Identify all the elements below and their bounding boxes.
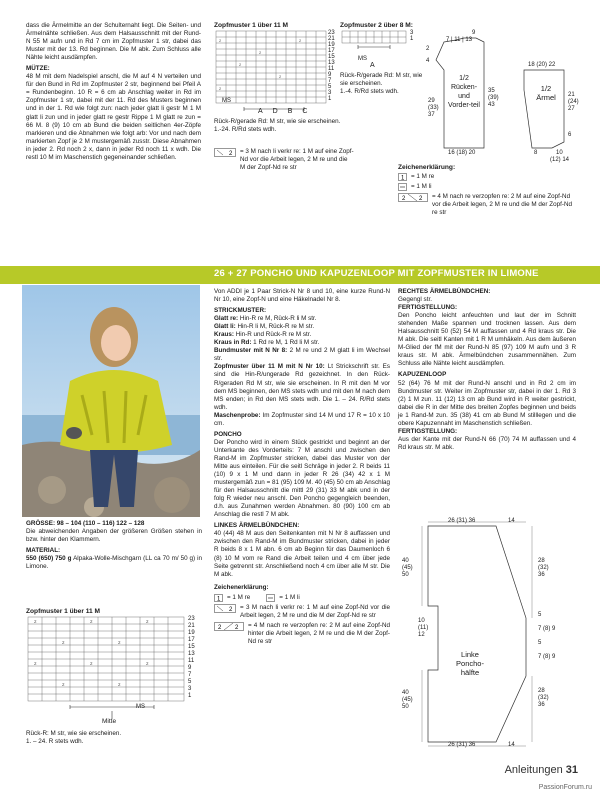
label: Maschenprobe: <box>214 411 261 419</box>
svg-text:2: 2 <box>90 661 93 666</box>
dim: 36 <box>538 572 545 578</box>
fertig1-text: Den Poncho leicht anfeuchten und laut der im Schnitt stehenden Maße spannen und trocknen lassen. Aus dem Halsausschnitt 50 (52) 54 M auffassen und 4 Rd kraus str. Die M abk. Die seitl Kanten mit 1 R M umhäkeln. Aus dem äußeren M-Glied der fM mit der Rund-N 85 (97) 109 M aufn und 3 R kraus str. M abk. Ärmelbündchen zusammennähen. Zum Schluss alle Nähte leicht ausdämpfen. <box>398 312 576 368</box>
svg-text:2: 2 <box>229 606 233 613</box>
letter-d: D <box>272 108 278 115</box>
letter-b: B <box>287 108 293 115</box>
legend-top <box>398 164 578 217</box>
sleeve-bottom1: 8 <box>534 150 538 156</box>
links-heading: LINKES ÄRMELBÜNDCHEN: <box>214 522 300 530</box>
poncho-schematic <box>398 518 578 750</box>
svg-text:2: 2 <box>229 151 233 157</box>
dim: 36 <box>538 702 545 708</box>
poncho-heading: PONCHO <box>214 430 242 438</box>
page-footer <box>505 764 578 776</box>
poncho-left-outer <box>402 558 413 579</box>
text: Hin-R re M, Rück-R li M str. <box>238 315 317 323</box>
dim: 43 <box>488 102 495 108</box>
chart2-caption <box>340 72 430 96</box>
intro-paragraph: dass die Ärmelmitte an der Schulternaht liegt. Die Seiten- und Ärmelnähte schließen. Aus dem Halsausschnitt mit der Rund-N 55 M aufn und in Rd 7 cm im Zopfmuster 1 str, dabei das Muster mit der 13. Rd beginnen. Die M abk. Zum Schluss alle Nähte leicht ausdämpfen. <box>26 22 201 62</box>
row-num: 21 <box>328 36 335 42</box>
legend-top-row-2 <box>398 183 578 191</box>
row-num: 15 <box>188 644 195 650</box>
sleeve-top: 18 (20) 22 <box>528 62 556 68</box>
groesse-label: GRÖSSE: 98 – 104 (110 – 116) 122 – 128 <box>26 520 145 527</box>
material-amount: 550 (650) 750 g <box>26 555 72 563</box>
rechtes-heading: RECHTES ÄRMELBÜNDCHEN: <box>398 288 491 295</box>
chart1-top-rownums <box>328 30 340 102</box>
chart1-top-repeat: 1.-24. R/Rd stets wdh. <box>214 126 277 133</box>
rechtes-text: Gegengl str. <box>398 296 432 304</box>
material-heading: MATERIAL: <box>26 547 61 555</box>
mid-legend-purl: = 1 M li <box>279 593 300 601</box>
dim: 12 <box>418 632 425 638</box>
row-num: 9 <box>188 665 192 671</box>
legend-cable-text: = 4 M nach re verzopfen re: 2 M auf eine Zopf-Nd vor die Arbeit legen, 2 M re und die M der Zopf-Nd re str <box>432 193 573 216</box>
poncho-left-lower <box>402 690 413 711</box>
cable-4-icon <box>398 193 428 202</box>
row-num: 3 <box>328 90 332 96</box>
dim: 50 <box>402 704 409 710</box>
chart1-bottom-title: Zopfmuster 1 über 11 M <box>26 608 101 615</box>
row-num: 21 <box>188 623 195 629</box>
chart1-top-legend <box>214 148 354 172</box>
chart1-top-caption <box>214 118 354 134</box>
footer-label: Anleitungen <box>504 764 563 776</box>
dim: (32) <box>538 565 549 571</box>
material-desc: Alpaka-Wolle-Mischgarn (LL ca 70 m/ 50 g) in Limone. <box>26 555 203 571</box>
chart2-repeat: 1.-4. R/Rd stets wdh. <box>340 88 399 95</box>
row-num: 17 <box>328 48 335 54</box>
poncho-bottom-right: 14 <box>508 742 515 748</box>
knit-icon <box>214 594 223 602</box>
dim: (33) <box>428 105 439 111</box>
chart1-bottom-rownums <box>188 616 202 700</box>
poncho-bottom-label: 26 (31) 36 <box>448 742 476 748</box>
poncho-right2 <box>538 688 549 709</box>
sweater-schematic <box>424 30 584 163</box>
poncho-text: Der Poncho wird in einem Stück gestrickt und beginnt an der Unterkante des Vorderteils: 7 M anschl und zwischen den Rand-M im Zopfmuster stricken, dabei das Muster von der Mitte aus einteilen. Für die seitl Schräge in jeder 2. R beids 11 (10) 9 x 1 M und dann in jeder R 26 (34) 42 x 1 M mustergemäß zun = 81 (95) 109 M. 40 (45) 50 cm ab Anschlag für den Halsausschnitt die mittl 29 (31) 33 M abk und in der folg R wieder neu anschl. Den Poncho gegengleich beenden, d.h. aus Zunahmen werden Abnahmen. 80 (90) 100 cm ab Anschlag die restl 7 M abk. <box>214 438 390 519</box>
svg-text:2: 2 <box>34 661 37 666</box>
svg-text:2: 2 <box>279 74 282 79</box>
row-num: 9 <box>328 72 332 78</box>
line-bundmuster <box>214 347 390 363</box>
svg-text:2: 2 <box>259 50 262 55</box>
dim: 40 <box>402 690 409 696</box>
label: Bundmuster mit N Nr 8: <box>214 347 288 355</box>
dim: 10 <box>418 618 425 624</box>
kapuzen-text: 52 (64) 76 M mit der Rund-N anschl und in Rd 2 cm im Bundmuster str. Weiter im Zopfmuster str, dabei in der 1. Rd 3 (2) 1 M zun. 11 (12) 13 cm ab Bund wird in R weiter gestrickt, dabei die R in der Mitte des breiten Zopfes beginnen und beids je 1 Rand-M zun. 35 (38) 41 cm ab Bund M stilllegen und die obere Kapuzennaht im Maschenstich schließen. <box>398 379 576 427</box>
cable-4-icon <box>214 622 244 631</box>
line-glatt-re <box>214 315 390 323</box>
legend-cross-3-text: = 3 M nach li verkr re: 1 M auf eine Zopf-Nd vor die Arbeit legen, 2 M re und die M der Zopf-Nd re str <box>240 148 354 171</box>
poncho-top-right: 14 <box>508 518 515 524</box>
label: Glatt li: <box>214 323 236 331</box>
legend-purl-text: = 1 M li <box>411 183 432 190</box>
row-num: 23 <box>188 616 195 622</box>
mid-legend-cable: = 4 M nach re verzopfen re: 2 M auf eine Zopf-Nd hinter die Arbeit legen, 2 M re und die M der Zopf-Nd re str <box>248 621 390 645</box>
svg-text:2: 2 <box>239 62 242 67</box>
chart2-block <box>340 22 430 95</box>
row-num: 17 <box>188 637 195 643</box>
dim: (32) <box>538 695 549 701</box>
legend-knit-text: = 1 M re <box>411 173 435 180</box>
svg-text:2: 2 <box>118 682 121 687</box>
text: Hin-R und Rück-R re M str. <box>233 331 312 339</box>
poncho-left-inner <box>418 618 428 639</box>
knit-icon <box>398 173 407 181</box>
sleeve-cuff: 6 <box>568 132 572 138</box>
svg-text:2: 2 <box>62 682 65 687</box>
dim: (39) <box>488 95 499 101</box>
svg-text:2: 2 <box>62 640 65 645</box>
row-num: 1 <box>410 36 414 42</box>
sweater-left-mid: 4 <box>426 58 430 64</box>
line-zopfmuster <box>214 363 390 411</box>
child-photo <box>22 285 200 517</box>
dim: (45) <box>402 565 413 571</box>
muetze-text: 48 M mit dem Nadelspiel anschl, die M auf 4 N verteilen und für den Bund in Rd im Zopfmuster 2 str, beginnend bei Pfeil A = Rundenbeginn. 10 R = 6 cm ab Anschlag weiter in Rd im Zopfmuster 1 str, dabei mit der 11. Rd des Musters beginnen und in der 1. Rd wie folgt zun: nach jeder glatt li gestr M 1 M glatt li zun und in jeder glatt re gestr Rippe 1 M glatt re zun = 66 M. 8 (9) 10 cm ab Bund die beiden seitlichen 4er-Zöpfe markieren und die Abnahmen wie folgt arb: Vor und nach dem markierten Zopf je 2 M mustergemäß zusstr. Diese Abnahmen in jeder 2. Rd noch 2 x, dann in jeder Rd noch 11 x wdh. Die restl 10 M im Maschenstich gegeneinander schließen. <box>26 73 201 161</box>
line-maschenprobe <box>214 412 390 428</box>
chart2-rownums <box>410 30 413 42</box>
left-info-block <box>26 520 202 571</box>
row-num: 15 <box>328 54 335 60</box>
legend-top-row-3 <box>398 193 578 217</box>
mid-legend-knit: = 1 M re <box>227 593 251 601</box>
fertig2-text: Aus der Kante mit der Rund-N 66 (70) 74 M auffassen und 4 Rd kraus str. M abk. <box>398 435 576 451</box>
text: 2 M re und 2 M glatt li im Wechsel str. <box>214 347 390 363</box>
chart1-bottom-mitte: Mitte <box>102 718 117 725</box>
chart1-bottom-block <box>26 608 206 745</box>
mid-legend-title: Zeichenerklärung: <box>214 583 269 591</box>
chart1-top-caption-line: Rück-R/gerade Rd: M str, wie sie erscheinen. <box>214 118 341 125</box>
label: Kraus: <box>214 331 234 339</box>
poncho-right-7a: 7 (8) 9 <box>538 626 556 632</box>
child-photo-illustration <box>22 285 200 517</box>
chart1-bottom-ms: MS <box>136 704 145 710</box>
row-num: 7 <box>328 78 332 84</box>
sleeve-bottom3: (12) 14 <box>550 157 570 163</box>
svg-text:2: 2 <box>235 624 239 631</box>
row-num: 3 <box>410 30 414 36</box>
row-num: 11 <box>328 66 335 72</box>
material-text <box>26 555 202 571</box>
svg-text:2: 2 <box>219 38 222 43</box>
kapuzen-heading: KAPUZENLOOP <box>398 371 447 379</box>
purl-icon <box>398 183 407 191</box>
line-glatt-li <box>214 323 390 331</box>
row-num: 5 <box>188 679 192 685</box>
svg-text:2: 2 <box>402 196 406 202</box>
letter-a: A <box>258 108 263 115</box>
dim: 29 <box>428 98 435 104</box>
poncho-right1 <box>538 558 549 579</box>
chart1-top-ms: MS <box>222 98 231 104</box>
sweater-left-top: 2 <box>426 46 430 52</box>
sleeve-bottom2: 10 <box>556 150 563 156</box>
chart1-bottom-caption-line: Rück-R: M str, wie sie erscheinen. <box>26 730 122 737</box>
svg-text:2: 2 <box>146 619 149 624</box>
sweater-left-side <box>428 98 439 119</box>
row-num: 19 <box>188 630 195 636</box>
dim: 40 <box>402 558 409 564</box>
legend-top-title: Zeichenerklärung: <box>398 164 456 171</box>
row-num: 7 <box>188 672 192 678</box>
chart1-top-title: Zopfmuster 1 über 11 M <box>214 22 289 29</box>
watermark: PassionForum.ru <box>538 784 592 791</box>
section-banner-title: 26 + 27 PONCHO UND KAPUZENLOOP MIT ZOPFMUSTER IN LIMONE <box>214 268 539 279</box>
svg-text:1: 1 <box>217 596 221 603</box>
text: Hin-R li M, Rück-R re M str. <box>235 323 315 331</box>
chart1-bottom-repeat: 1. – 24. R stets wdh. <box>26 738 84 745</box>
text: 1 Rd re M, 1 Rd li M str. <box>251 339 320 347</box>
chart2-title: Zopfmuster 2 über 8 M: <box>340 22 413 29</box>
top-left-column <box>26 22 201 162</box>
page-number: 31 <box>565 764 578 776</box>
mid-legend-row-2 <box>214 604 390 620</box>
right-column <box>398 288 576 452</box>
chart1-top-block <box>214 22 354 171</box>
chart2-caption-line: Rück-R/gerade Rd: M str, wie sie erscheinen. <box>340 72 423 87</box>
row-num: 1 <box>328 96 332 102</box>
sweater-front-label: 1/2 Rücken- und Vorder-teil <box>448 75 480 109</box>
text: Im Zopfmuster sind 14 M und 17 R = 10 x 10 cm. <box>214 411 390 427</box>
mid-legend-row-1 <box>214 594 390 602</box>
strickmuster-heading: STRICKMUSTER: <box>214 307 267 315</box>
row-num: 23 <box>328 30 335 36</box>
label: Zopfmuster über 11 M mit N Nr 10: <box>214 363 325 371</box>
row-num: 3 <box>188 686 192 692</box>
chart1-bottom-caption <box>26 730 206 746</box>
mid-legend-cross: = 3 M nach li verkr re: 1 M auf eine Zopf-Nd vor die Arbeit legen, 2 M re und die M der Zopf-Nd re str <box>240 603 390 619</box>
middle-column <box>214 288 390 646</box>
label: Kraus in Rd: <box>214 339 252 347</box>
letter-c: C <box>302 108 308 115</box>
svg-text:2: 2 <box>146 661 149 666</box>
row-num: 5 <box>328 84 332 90</box>
row-num: 1 <box>188 693 192 699</box>
cross-3-icon <box>214 148 236 157</box>
mid-legend-row-3 <box>214 622 390 646</box>
cross-3-icon <box>214 604 236 613</box>
sleeve-label: 1/2 Ärmel <box>536 84 556 102</box>
groesse-text: Die abweichenden Angaben der größeren Größen stehen in bzw. hinter den Klammern. <box>26 528 202 544</box>
dim: 28 <box>538 558 545 564</box>
line-kraus <box>214 331 390 339</box>
chart2-ms: MS <box>358 56 367 62</box>
sleeve-side <box>568 92 579 113</box>
links-text: 40 (44) 48 M aus den Seitenkanten mit N Nr 8 auffassen und zwischen den Rand-M im Bundmuster stricken, dabei in jeder R beids 8 x 1 M abn. 6 cm ab Beginn für das Daumenloch 6 (8) 10 M vom re Rand die Arbeit teilen und 4 cm über jede Seite getrennt str. Anschließend noch 4 cm über alle M str. Die M abk. <box>214 530 390 578</box>
chart1-bottom-grid <box>26 615 206 725</box>
svg-text:2: 2 <box>118 640 121 645</box>
svg-text:2: 2 <box>219 86 222 91</box>
chart2-letter: A <box>370 62 375 69</box>
label: Glatt re: <box>214 315 239 323</box>
svg-text:2: 2 <box>218 624 222 631</box>
svg-text:2: 2 <box>299 38 302 43</box>
dim: 35 <box>488 88 495 94</box>
fertig2-heading: FERTIGSTELLUNG: <box>398 427 458 435</box>
poncho-body-label: Linke Poncho-hälfte <box>456 650 484 677</box>
fertig1-heading: FERTIGSTELLUNG: <box>398 304 458 312</box>
row-num: 19 <box>328 42 335 48</box>
row-num: 13 <box>328 60 335 66</box>
dim: 27 <box>568 106 575 112</box>
sweater-right-side <box>488 88 499 109</box>
dim: 37 <box>428 112 435 118</box>
dim: (24) <box>568 99 579 105</box>
sweater-top-nums2: 7 | 11 | 13 <box>446 37 473 43</box>
poncho-right-7b: 7 (8) 9 <box>538 654 556 660</box>
mid-intro: Von ADDI je 1 Paar Strick-N Nr 8 und 10, eine kurze Rund-N Nr 10, eine Zopf-N und eine Häkelnadel Nr 8. <box>214 288 390 304</box>
svg-text:2: 2 <box>34 619 37 624</box>
poncho-top-label: 26 (31) 36 <box>448 518 476 524</box>
svg-text:2: 2 <box>90 619 93 624</box>
chart1-top-letters <box>258 108 307 115</box>
muetze-heading: MÜTZE: <box>26 65 50 73</box>
legend-top-row-1 <box>398 173 578 181</box>
text: Lt Strickschrift str. Es sind die Hin-R/ungerade Rd gezeichnet. In den Rück-R/geraden Rd M str, wie sie erscheinen. In R mit den M vor dem MS beginnen, den MS stets wdh und mit den M nach dem MS enden; in Rd den MS stets wdh. Die 1. – 24. R/Rd stets wdh. <box>214 363 391 411</box>
line-kraus-rd <box>214 339 390 347</box>
svg-text:1: 1 <box>401 175 405 182</box>
poncho-right-5a: 5 <box>538 612 542 618</box>
sweater-top-num: 9 <box>472 30 476 36</box>
row-num: 13 <box>188 651 195 657</box>
purl-icon <box>266 594 275 602</box>
row-num: 11 <box>188 658 195 664</box>
dim: 50 <box>402 572 409 578</box>
svg-text:2: 2 <box>419 196 423 202</box>
sweater-bottom: 16 (18) 20 <box>448 150 476 156</box>
dim: 28 <box>538 688 545 694</box>
dim: (11) <box>418 625 429 631</box>
dim: (45) <box>402 697 413 703</box>
poncho-right-5b: 5 <box>538 640 542 646</box>
chart2-grid <box>340 29 420 57</box>
dim: 21 <box>568 92 575 98</box>
